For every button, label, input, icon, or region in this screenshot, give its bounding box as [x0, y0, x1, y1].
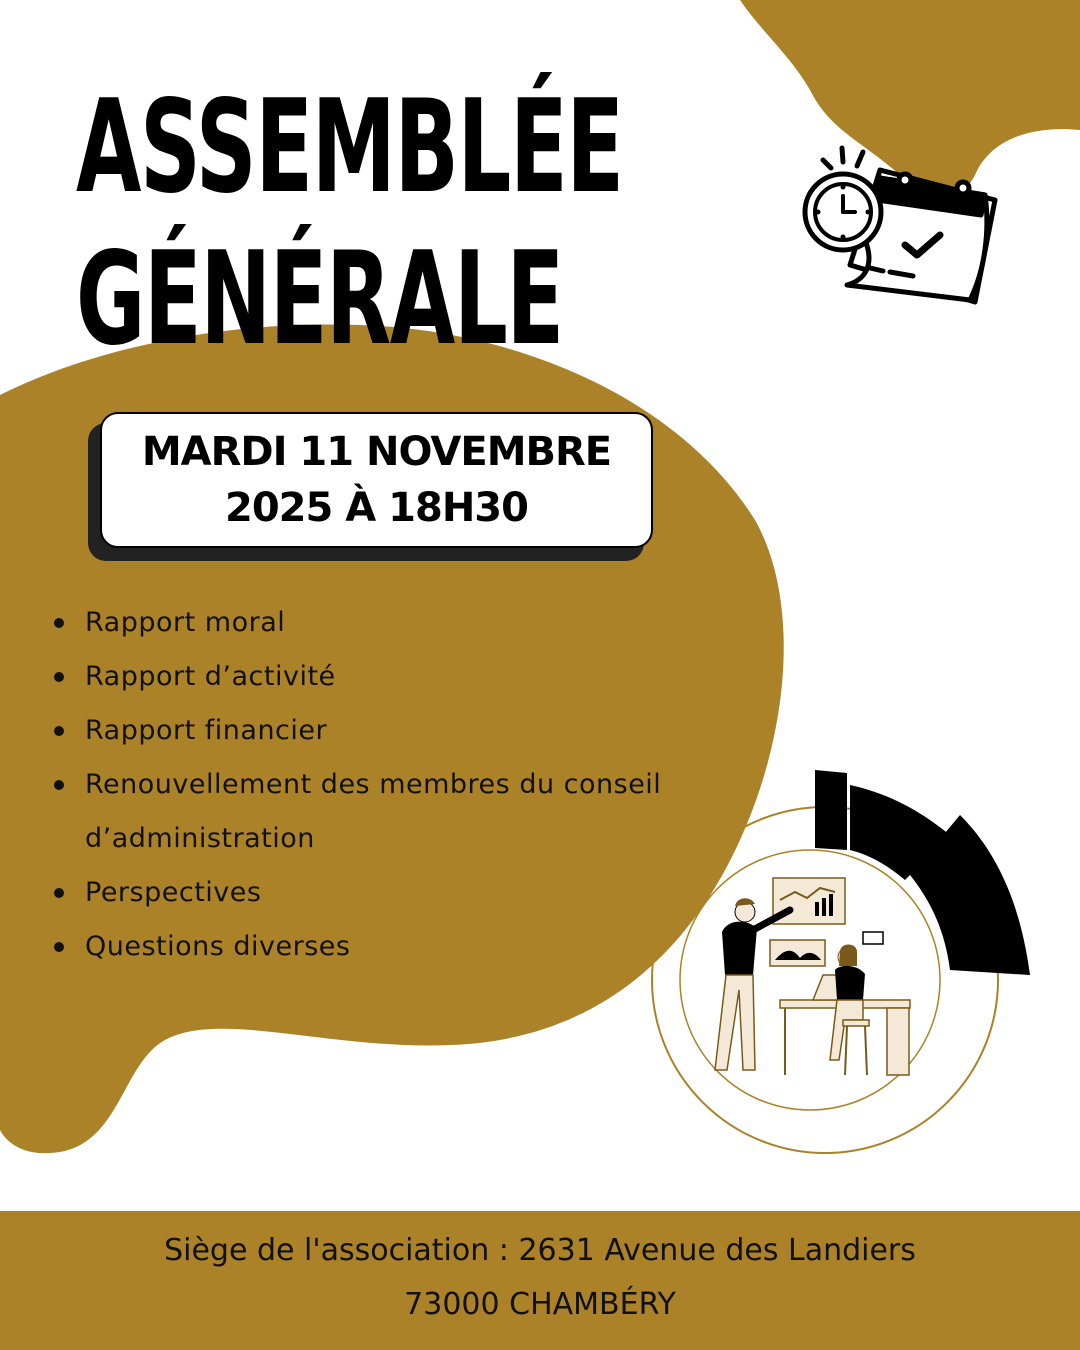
agenda-item: Rapport financier [50, 704, 730, 758]
date-line-2: 2025 À 18H30 [225, 485, 528, 531]
agenda-item: Rapport moral [50, 596, 730, 650]
clock-icon [805, 174, 881, 250]
date-box [100, 412, 653, 548]
footer-address-band [0, 1211, 1080, 1350]
sparkle-line [857, 152, 863, 166]
office-meeting-illustration [625, 770, 1045, 1160]
date-line-1: MARDI 11 NOVEMBRE [141, 429, 612, 475]
footer-address-line-1: Siège de l'association : 2631 Avenue des Landiers [164, 1233, 916, 1268]
agenda-item: Renouvellement des membres du conseil d’administration [50, 758, 730, 866]
sparkle-line [823, 160, 831, 168]
calendar-check-icon [795, 140, 1015, 320]
agenda-item: Questions diverses [50, 920, 730, 974]
agenda-item: Rapport d’activité [50, 650, 730, 704]
title-line-2: GÉNÉRALE [76, 225, 563, 374]
title-line-1: ASSEMBLÉE [76, 73, 623, 222]
sparkle-line [842, 148, 843, 162]
footer-address-line-2: 73000 CHAMBÉRY [404, 1287, 676, 1322]
agenda-item: Perspectives [50, 866, 730, 920]
